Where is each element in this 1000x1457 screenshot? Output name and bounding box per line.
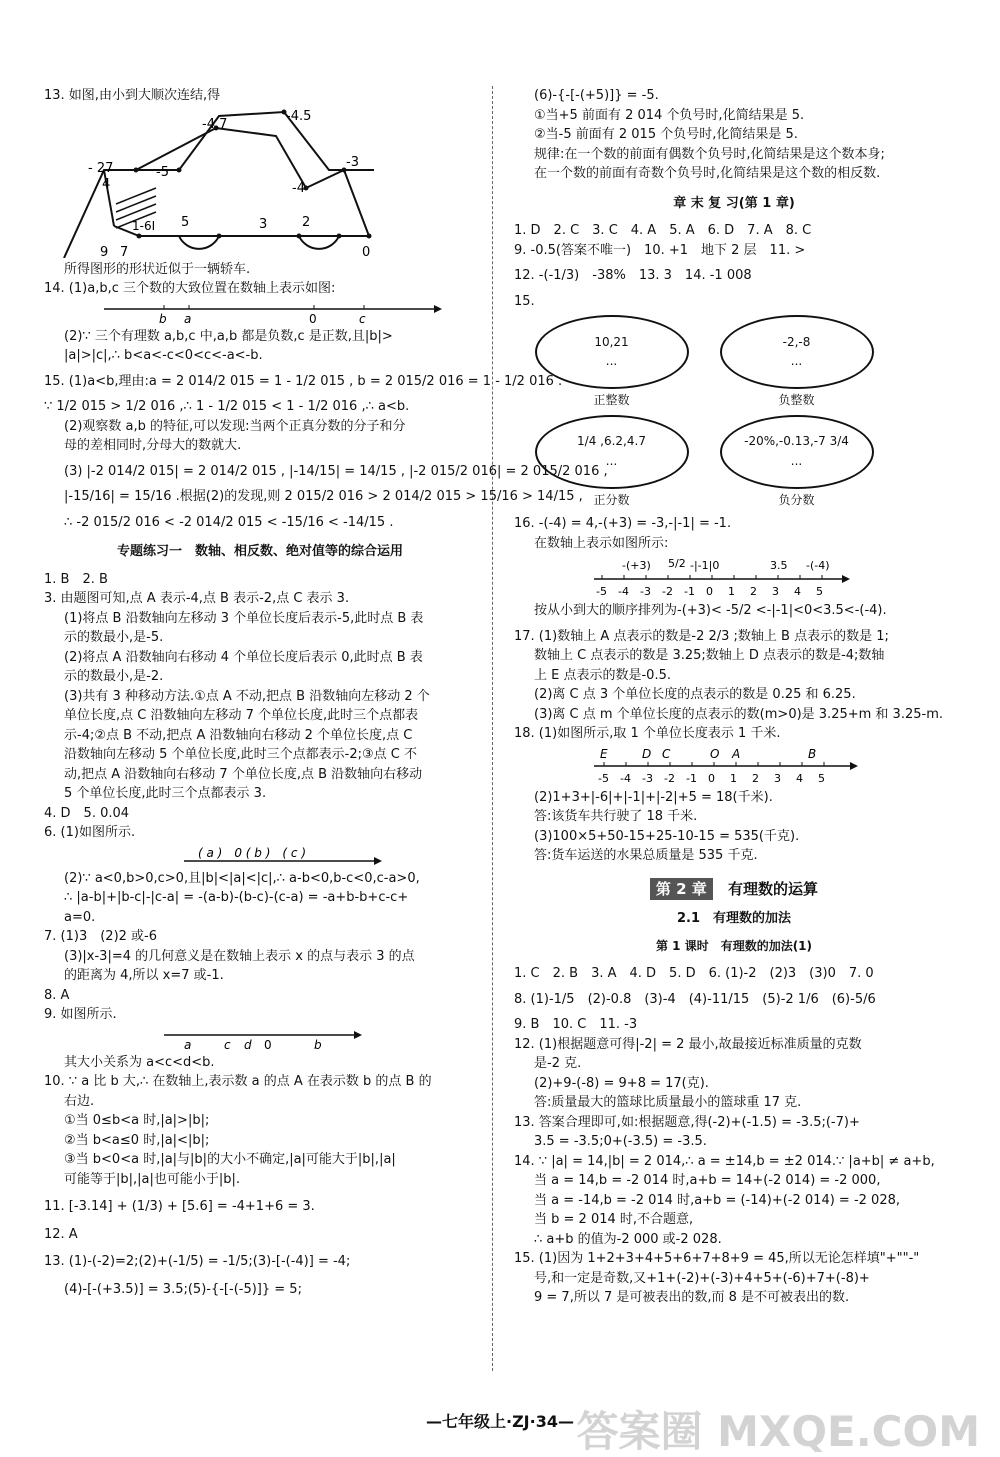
q14-2a: (2)∵ 三个有理数 a,b,c 中,a,b 都是负数,c 是正数,且|b|> — [64, 328, 393, 344]
s3-6: 单位长度,点 C 沿数轴向左移动 7 个单位长度,此时三个点都表 — [64, 708, 419, 723]
tick-label: -2 — [662, 585, 673, 598]
point-letter: O — [710, 746, 720, 761]
q15-5: (3) |-2 014/2 015| = 2 014/2 015 , |-14/15| = 14/15 , |-2 015/2 016| = 2 015/2 016 , — [64, 463, 608, 479]
a15-2: 号,和一定是奇数,又+1+(-2)+(-3)+4+5+(-6)+7+(-8)+ — [534, 1270, 870, 1286]
review-title: 章 末 复 习(第 1 章) — [673, 195, 795, 211]
watermark: 答案圈 MXQE.COM — [576, 1406, 980, 1456]
oval-content: -2,-8 — [782, 334, 811, 349]
r18-5: 答:货车运送的水果总质量是 535 千克. — [534, 848, 758, 863]
s12: 12. A — [44, 1226, 78, 1242]
oval-dots: ... — [790, 453, 803, 468]
label-neg3: -3 — [346, 154, 359, 170]
s9-number-line — [164, 1027, 364, 1051]
a12-2: 是-2 克. — [534, 1056, 582, 1071]
tick-label: 1 — [730, 771, 737, 785]
label-neg27: - 27 — [88, 160, 114, 176]
r18-3: 答:该货车共行驶了 18 千米. — [534, 809, 698, 824]
a13-1: 13. 答案合理即可,如:根据题意,得(-2)+(-1.5) = -3.5;(-7)+ — [514, 1114, 860, 1130]
s3-0: 3. 由题图可知,点 A 表示-4,点 B 表示-2,点 C 表示 3. — [44, 591, 350, 606]
a14-3: 当 a = -14,b = -2 014 时,a+b = (-14)+(-2 014) = -2 028, — [534, 1192, 900, 1208]
s6-2: (2)∵ a<0,b>0,c>0,且|b|<|a|<|c|,∴ a-b<0,b-c<0,c-a>0, — [64, 870, 420, 886]
s9-b: b — [314, 1037, 322, 1051]
tick-label: 3 — [772, 585, 779, 598]
q15-1: 15. (1)a<b,理由:a = 2 014/2 015 = 1 - 1/2 015 , b = 2 015/2 016 = 1 - 1/2 016 . — [44, 373, 563, 389]
oval-caption: 负分数 — [778, 492, 815, 507]
s3-7: 示-4;②点 B 不动,把点 A 沿数轴向右移动 2 个单位长度,点 C — [64, 727, 413, 743]
tick-label: 5 — [816, 585, 823, 598]
label-neg45: -4.5 — [286, 108, 312, 124]
s10-2: 右边. — [64, 1093, 95, 1109]
r16-3: 按从小到大的顺序排列为-(+3)< -5/2 <-|-1|<0<3.5<-(-4). — [534, 603, 887, 618]
s9-d: d — [244, 1037, 252, 1051]
s3-8: 沿数轴向左移动 5 个单位长度,此时三个点都表示-2;③点 C 不 — [64, 747, 418, 762]
r18-number-line — [594, 746, 864, 786]
q15-7: ∴ -2 015/2 016 < -2 014/2 015 < -15/16 < -14/15 . — [64, 514, 394, 530]
r0-5: 在一个数的前面有奇数个负号时,化简结果是这个数的相反数. — [534, 166, 881, 181]
q15-4: 母的差相同时,分母大的数就大. — [64, 438, 242, 453]
tick-label: -5 — [596, 585, 607, 598]
s6-1: 6. (1)如图所示. — [44, 825, 136, 840]
label-1-6: 1-6I — [132, 218, 156, 233]
point-letter: C — [662, 746, 671, 761]
q14-c: c — [359, 311, 366, 325]
oval-positive-integers — [534, 315, 689, 411]
q15-2: ∵ 1/2 015 > 1/2 016 ,∴ 1 - 1/2 015 < 1 - 1/2 016 ,∴ a<b. — [44, 399, 410, 414]
r16-number-line — [594, 555, 854, 599]
r0-1: (6)-{-[-(+5)]} = -5. — [534, 88, 659, 103]
tick-label: 4 — [794, 585, 801, 598]
chapter2-heading — [514, 880, 954, 900]
r18-1: 18. (1)如图所示,取 1 个单位长度表示 1 千米. — [514, 726, 781, 741]
chapter2-title: 有理数的运算 — [728, 879, 819, 898]
r16-top-c: -|-1|0 — [690, 559, 720, 572]
oval-negative-fractions — [719, 415, 874, 511]
a13-2: 3.5 = -3.5;0+(-3.5) = -3.5. — [534, 1134, 707, 1149]
r12: 12. -(-1/3) -38% 13. 3 14. -1 008 — [514, 268, 752, 283]
s3-2: 示的数最小,是-5. — [64, 630, 164, 645]
lesson-1: 第 1 课时 有理数的加法(1) — [655, 938, 813, 953]
oval-content: 10,21 — [594, 334, 629, 349]
tick-label: -1 — [686, 771, 697, 785]
right-column — [514, 86, 954, 1308]
car-figure — [44, 108, 374, 258]
s3-10: 5 个单位长度,此时三个点都表示 3. — [64, 786, 267, 801]
s11: 11. [-3.14] + (1/3) + [5.6] = -4+1+6 = 3. — [44, 1199, 315, 1214]
a12-1: 12. (1)根据题意可得|-2| = 2 最小,故最接近标准质量的克数 — [514, 1036, 862, 1052]
s13-2: (4)-[-(+3.5)] = 3.5;(5)-{-[-(-5)]} = 5; — [64, 1281, 302, 1297]
s6-number-line — [184, 845, 384, 867]
a12-3: (2)+9-(-8) = 9+8 = 17(克). — [534, 1075, 709, 1091]
r0-4: 规律:在一个数的前面有偶数个负号时,化简结果是这个数本身; — [534, 146, 885, 162]
a14-2: 当 a = 14,b = -2 014 时,a+b = 14+(-2 014) = -2 000, — [534, 1173, 881, 1188]
q14-2b: |a|>|c|,∴ b<a<-c<0<c<-a<-b. — [64, 348, 263, 363]
number-classification-ovals — [534, 315, 874, 510]
oval-dots: ... — [790, 354, 803, 368]
s10-4: ②当 b<a≤0 时,|a|<|b|; — [64, 1132, 210, 1148]
r17-1: 17. (1)数轴上 A 点表示的数是-2 2/3 ;数轴上 B 点表示的数是 1; — [514, 628, 889, 644]
oval-dots: ... — [605, 354, 618, 368]
label-4: 4 — [102, 176, 111, 192]
s3-5: (3)共有 3 种移动方法.①点 A 不动,把点 B 沿数轴向左移动 2 个 — [64, 688, 430, 704]
s7-1: 7. (1)3 (2)2 或-6 — [44, 929, 158, 944]
a15-3: 9 = 7,所以 7 是可被表出的数,而 8 是不可被表出的数. — [534, 1290, 850, 1305]
tick-label: 2 — [750, 585, 757, 598]
oval-caption: 负整数 — [778, 393, 815, 407]
s10-5: ③当 b<0<a 时,|a|与|b|的大小不确定,|a|可能大于|b|,|a| — [64, 1152, 396, 1167]
tick-label: 4 — [796, 771, 803, 785]
s7-3: 的距离为 4,所以 x=7 或-1. — [64, 968, 224, 983]
label-9: 9 — [100, 244, 109, 258]
r0-3: ②当-5 前面有 2 015 个负号时,化简结果是 5. — [534, 127, 798, 142]
s4: 4. D 5. 0.04 — [44, 805, 130, 821]
s6-3: ∴ |a-b|+|b-c|-|c-a| = -(a-b)-(b-c)-(c-a) = -a+b-b+c-c+ — [64, 890, 409, 905]
oval-positive-fractions — [534, 415, 689, 511]
q14-b: b — [159, 311, 167, 325]
oval-content: -20%,-0.13,-7 3/4 — [744, 434, 849, 448]
r16-2: 在数轴上表示如图所示: — [534, 535, 669, 551]
q14-1: 14. (1)a,b,c 三个数的大致位置在数轴上表示如图: — [44, 281, 336, 296]
s6-axis-labels: ( a ) 0 ( b ) ( c ) — [198, 845, 306, 860]
section1-title: 专题练习一 数轴、相反数、绝对值等的综合运用 — [116, 544, 403, 559]
tick-label: -5 — [598, 771, 609, 785]
tick-label: 0 — [708, 771, 715, 785]
s3-3: (2)将点 A 沿数轴向右移动 4 个单位长度后表示 0,此时点 B 表 — [64, 649, 423, 665]
a14-5: ∴ a+b 的值为-2 000 或-2 028. — [534, 1231, 722, 1247]
q14-a: a — [184, 311, 192, 325]
tick-label: 3 — [774, 771, 781, 785]
s1: 1. B 2. B — [44, 571, 108, 587]
r16-top-e: -(-4) — [806, 559, 830, 572]
page-footer: —七年级上·ZJ·34— — [426, 1412, 574, 1431]
tick-label: -1 — [684, 585, 695, 598]
s9-a: a — [184, 1037, 192, 1051]
tick-label: -2 — [664, 771, 675, 785]
label-0: 0 — [362, 244, 371, 258]
s3-9: 动,把点 A 沿数轴向右移动 7 个单位长度,点 B 沿数轴向右移动 — [64, 766, 423, 782]
point-letter: B — [808, 746, 817, 761]
q15-3: (2)观察数 a,b 的特征,可以发现:当两个正真分数的分子和分 — [64, 418, 406, 434]
q14-number-line — [104, 301, 444, 325]
column-divider — [492, 86, 494, 1371]
a9: 9. B 10. C 11. -3 — [514, 1017, 638, 1032]
s8: 8. A — [44, 987, 70, 1003]
r16-top-d: 3.5 — [770, 559, 788, 572]
oval-content: 1/4 ,6.2,4.7 — [577, 434, 646, 448]
oval-dots: ... — [605, 453, 618, 468]
s9-2: 其大小关系为 a<c<d<b. — [64, 1054, 215, 1070]
label-neg4: -4 — [292, 180, 305, 196]
q13-after: 所得图形的形状近似于一辆轿车. — [64, 261, 251, 277]
r18-4: (3)100×5+50-15+25-10-15 = 535(千克). — [534, 828, 800, 844]
s9-c: c — [224, 1037, 231, 1051]
s10-1: 10. ∵ a 比 b 大,∴ 在数轴上,表示数 a 的点 A 在表示数 b 的点 B 的 — [44, 1074, 432, 1089]
label-2: 2 — [302, 214, 311, 230]
a15-1: 15. (1)因为 1+2+3+4+5+6+7+8+9 = 45,所以无论怎样填"+""-" — [514, 1251, 920, 1266]
s9-1: 9. 如图所示. — [44, 1007, 117, 1022]
label-neg5: -5 — [156, 164, 169, 180]
s3-1: (1)将点 B 沿数轴向左移动 3 个单位长度后表示-5,此时点 B 表 — [64, 610, 424, 626]
s13-1: 13. (1)-(-2)=2;(2)+(-1/5) = -1/5;(3)-[-(-4)] = -4; — [44, 1254, 351, 1269]
s7-2: (3)|x-3|=4 的几何意义是在数轴上表示 x 的点与表示 3 的点 — [64, 948, 415, 964]
r16-top-b: 5/2 — [668, 557, 686, 570]
r17-3: 上 E 点表示的数是-0.5. — [534, 667, 671, 683]
r1: 1. D 2. C 3. C 4. A 5. A 6. D 7. A 8. C — [514, 223, 812, 238]
r15: 15. — [514, 293, 535, 309]
s10-6: 可能等于|b|,|a|也可能小于|b|. — [64, 1171, 241, 1187]
q14-zero: 0 — [309, 311, 317, 325]
r17-5: (3)离 C 点 m 个单位长度的点表示的数(m>0)是 3.25+m 和 3.25-m. — [534, 706, 943, 722]
s3-4: 示的数最小,是-2. — [64, 669, 164, 684]
tick-label: -4 — [618, 585, 629, 598]
chapter2-box: 第 2 章 — [650, 878, 713, 900]
tick-label: -3 — [642, 771, 653, 785]
a14-1: 14. ∵ |a| = 14,|b| = 2 014,∴ a = ±14,b = ±2 014.∵ |a+b| ≠ a+b, — [514, 1153, 935, 1169]
r18-2: (2)1+3+|-6|+|-1|+|-2|+5 = 18(千米). — [534, 789, 773, 805]
a1: 1. C 2. B 3. A 4. D 5. D 6. (1)-2 (2)3 (3)0 7. 0 — [514, 966, 874, 981]
a8: 8. (1)-1/5 (2)-0.8 (3)-4 (4)-11/15 (5)-2 1/6 (6)-5/6 — [514, 991, 876, 1007]
a14-4: 当 b = 2 014 时,不合题意, — [534, 1212, 694, 1227]
section-2-1: 2.1 有理数的加法 — [676, 911, 792, 926]
r9: 9. -0.5(答案不唯一) 10. +1 地下 2 层 11. > — [514, 242, 806, 258]
r16-top-a: -(+3) — [622, 559, 651, 572]
tick-label: 1 — [728, 585, 735, 598]
tick-label: -3 — [640, 585, 651, 598]
point-letter: E — [600, 746, 608, 761]
q13-intro: 13. 如图,由小到大顺次连结,得 — [44, 88, 221, 103]
label-7: 7 — [120, 244, 129, 258]
tick-label: 2 — [752, 771, 759, 785]
tick-label: 0 — [706, 585, 713, 598]
r17-2: 数轴上 C 点表示的数是 3.25;数轴上 D 点表示的数是-4;数轴 — [534, 648, 885, 663]
r0-2: ①当+5 前面有 2 014 个负号时,化简结果是 5. — [534, 107, 805, 123]
a12-4: 答:质量最大的篮球比质量最小的篮球重 17 克. — [534, 1095, 802, 1110]
tick-label: 5 — [818, 771, 825, 785]
label-neg47: -4.7 — [202, 116, 228, 132]
r16-1: 16. -(-4) = 4,-(+3) = -3,-|-1| = -1. — [514, 516, 732, 531]
label-5: 5 — [181, 214, 190, 230]
s6-4: a=0. — [64, 909, 96, 925]
label-3: 3 — [259, 216, 268, 232]
point-letter: A — [732, 746, 741, 761]
s10-3: ①当 0≤b<a 时,|a|>|b|; — [64, 1113, 210, 1128]
q15-6: |-15/16| = 15/16 .根据(2)的发现,则 2 015/2 016 > 2 014/2 015 > 15/16 > 14/15 , — [64, 489, 583, 504]
tick-label: -4 — [620, 771, 631, 785]
oval-caption: 正分数 — [593, 492, 630, 507]
s9-zero: 0 — [264, 1037, 272, 1051]
oval-caption: 正整数 — [593, 393, 630, 407]
point-letter: D — [642, 746, 652, 761]
r17-4: (2)离 C 点 3 个单位长度的点表示的数是 0.25 和 6.25. — [534, 687, 856, 702]
oval-negative-integers — [719, 315, 874, 411]
